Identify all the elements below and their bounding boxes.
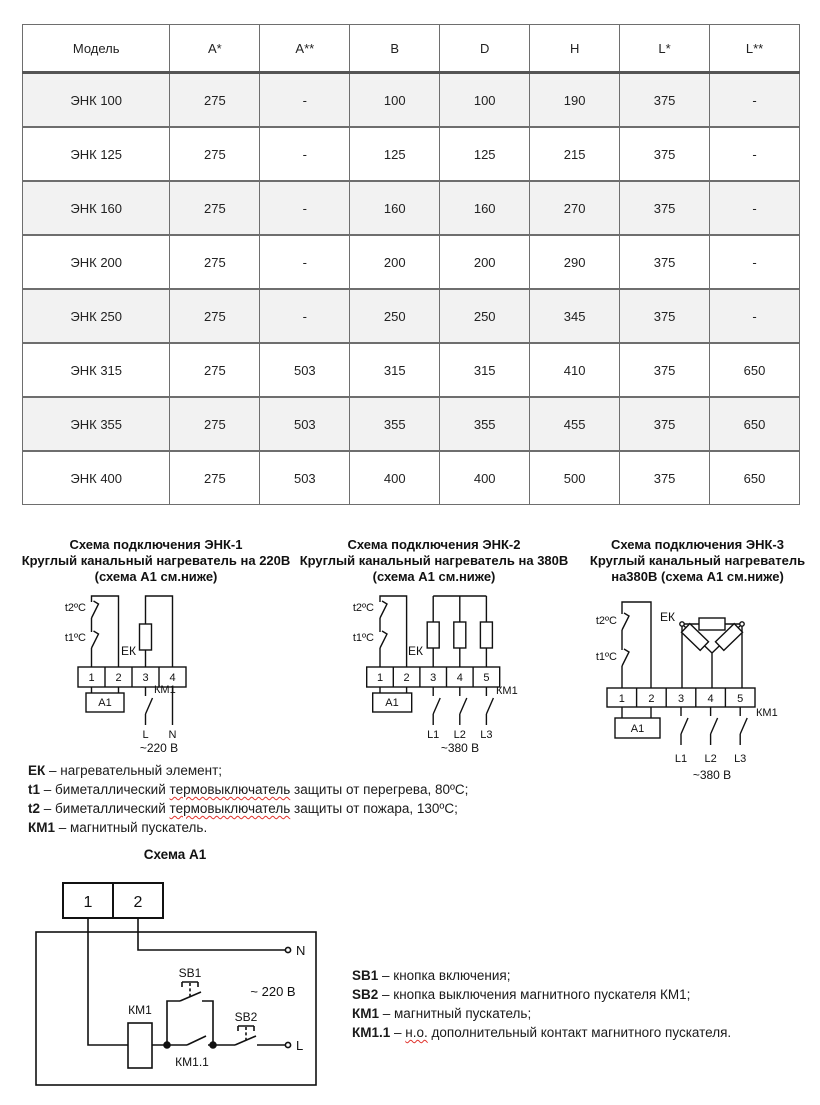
km1-contact-icon [433, 687, 440, 725]
value-cell: 290 [530, 235, 620, 289]
title-line: Схема подключения ЭНК-3 [611, 537, 784, 552]
a1-leads [92, 687, 119, 693]
table-row [23, 289, 800, 343]
t2-switch-icon [622, 613, 629, 630]
model-cell: ЭНК 125 [23, 127, 170, 181]
terminal-2: 2 [133, 894, 143, 911]
t1-switch-icon [380, 631, 387, 648]
diagram-enk1-title [20, 537, 292, 592]
km1-label: КМ1 [496, 685, 518, 697]
value-cell: 315 [440, 343, 530, 397]
terminal-5: 5 [737, 693, 744, 705]
sb2-label: SB2 [234, 1010, 258, 1024]
legend-text-wavy: н.о. [405, 1025, 428, 1040]
neutral-terminal-icon [285, 947, 290, 952]
ek-label: ЕК [408, 644, 423, 658]
value-cell: 275 [170, 343, 260, 397]
km11-contact-icon [187, 1036, 206, 1045]
km1-label: КМ1 [128, 1003, 152, 1017]
value-cell: 275 [170, 181, 260, 235]
legend-line [28, 799, 468, 818]
legend-text: – [394, 1025, 406, 1040]
legend-line [28, 780, 468, 799]
value-cell: 410 [530, 343, 620, 397]
title-line: Круглый канальный нагреватель на 220В [21, 553, 291, 568]
value-cell: 375 [620, 451, 710, 505]
legend-term: КМ1 [28, 820, 55, 835]
enk2-circuit-svg [298, 592, 570, 757]
legend-text: – магнитный пускатель; [382, 1006, 532, 1021]
legend-text: защиты от пожара, 130ºС; [290, 801, 458, 816]
legend-term: КМ1.1 [352, 1025, 391, 1040]
table-header [23, 25, 800, 73]
model-cell: ЭНК 355 [23, 397, 170, 451]
model-cell: ЭНК 100 [23, 73, 170, 128]
terminal-1: 1 [376, 672, 384, 684]
value-cell: 160 [440, 181, 530, 235]
table-row [23, 397, 800, 451]
phase-label: L [142, 729, 149, 741]
value-cell: - [710, 289, 800, 343]
diagram-enk1 [20, 537, 292, 757]
header-a2: A** [260, 25, 350, 73]
value-cell: 650 [710, 397, 800, 451]
value-cell: - [710, 181, 800, 235]
value-cell: 275 [170, 73, 260, 128]
dimensions-table [22, 24, 800, 505]
value-cell: 400 [440, 451, 530, 505]
phase-l3-label: L3 [734, 753, 747, 765]
value-cell: 500 [530, 451, 620, 505]
terminal-1: 1 [88, 672, 95, 684]
ek-label: ЕК [660, 610, 675, 624]
value-cell: 125 [440, 127, 530, 181]
km1-contact-icon [486, 687, 493, 725]
neutral-label: N [168, 729, 177, 741]
legend-term: t2 [28, 801, 41, 816]
header-l1: L* [620, 25, 710, 73]
legend-text-wavy: термовыключатель [169, 801, 291, 816]
value-cell: 125 [350, 127, 440, 181]
value-cell: 455 [530, 397, 620, 451]
value-cell: 190 [530, 73, 620, 128]
t2-label: t2ºC [595, 615, 617, 627]
legend-term: t1 [28, 782, 41, 797]
legend-line [352, 966, 731, 985]
resistor-icon [699, 618, 725, 630]
value-cell: 200 [350, 235, 440, 289]
value-cell: 375 [620, 127, 710, 181]
phase-l1-label: L1 [427, 729, 440, 741]
model-cell: ЭНК 250 [23, 289, 170, 343]
terminal-2: 2 [403, 672, 410, 684]
phase-l1-label: L1 [674, 753, 688, 765]
t1-label: t1ºC [595, 651, 617, 663]
value-cell: - [260, 289, 350, 343]
table-body [23, 73, 800, 505]
voltage-label: ~380 В [692, 768, 732, 782]
model-cell: ЭНК 160 [23, 181, 170, 235]
value-cell: - [260, 181, 350, 235]
value-cell: 650 [710, 343, 800, 397]
phase-terminal-icon [285, 1042, 290, 1047]
value-cell: 375 [620, 397, 710, 451]
a1-leads [380, 687, 407, 693]
value-cell: 200 [440, 235, 530, 289]
a1-label: А1 [385, 697, 399, 709]
table-row [23, 181, 800, 235]
value-cell: 355 [440, 397, 530, 451]
value-cell: - [260, 127, 350, 181]
km1-label: КМ1 [154, 684, 176, 696]
diagram-enk3-title [575, 537, 820, 592]
neutral-line [138, 918, 286, 950]
phase-l3-label: L3 [480, 729, 493, 741]
km1-contact-icon [146, 687, 153, 725]
t1-switch-icon [92, 631, 99, 648]
voltage-label: ~ 220 В [250, 984, 296, 999]
terminal-3: 3 [430, 672, 437, 684]
t1-label: t1ºC [64, 632, 86, 644]
model-cell: ЭНК 200 [23, 235, 170, 289]
km1-contact-icon [740, 707, 747, 745]
legend-a1 [352, 966, 731, 1042]
model-cell: ЭНК 315 [23, 343, 170, 397]
value-cell: 375 [620, 343, 710, 397]
legend-text: – магнитный пускатель. [58, 820, 208, 835]
terminal-1: 1 [83, 894, 93, 911]
value-cell: 375 [620, 181, 710, 235]
phase-l2-label: L2 [453, 729, 466, 741]
diagram-enk2 [298, 537, 570, 757]
value-cell: 503 [260, 397, 350, 451]
a1-schema-svg [30, 873, 330, 1095]
value-cell: 315 [350, 343, 440, 397]
title-line: (схема А1 см.ниже) [372, 569, 496, 584]
sb1-branch [167, 1001, 213, 1045]
value-cell: 345 [530, 289, 620, 343]
value-cell: 275 [170, 235, 260, 289]
legend-text-wavy: термовыключатель [169, 782, 291, 797]
km1-contact-icon [711, 707, 718, 745]
legend-text: – кнопка выключения магнитного пускателя КМ1; [382, 987, 691, 1002]
terminal-3: 3 [142, 672, 149, 684]
header-model: Модель [23, 25, 170, 73]
t2-switch-icon [92, 601, 99, 618]
legend-line [352, 1023, 731, 1042]
value-cell: 375 [620, 235, 710, 289]
value-cell: 100 [350, 73, 440, 128]
diagram-enk3 [575, 537, 820, 792]
legend-term: ЕК [28, 763, 46, 778]
terminal-5: 5 [483, 672, 490, 684]
neutral-label: N [296, 943, 306, 958]
t2-switch-icon [380, 601, 387, 618]
value-cell: 375 [620, 73, 710, 128]
title-line: Круглый канальный нагреватель [589, 553, 806, 568]
model-cell: ЭНК 400 [23, 451, 170, 505]
a1-label: А1 [630, 723, 645, 735]
node-dot [740, 622, 744, 626]
t1-switch-icon [622, 649, 629, 666]
value-cell: 503 [260, 451, 350, 505]
t1-label: t1ºC [352, 632, 374, 644]
terminal-4: 4 [456, 672, 463, 684]
legend-term: SB2 [352, 987, 379, 1002]
value-cell: - [710, 127, 800, 181]
value-cell: 375 [620, 289, 710, 343]
resistor-icon [480, 622, 492, 648]
value-cell: 275 [170, 451, 260, 505]
phase-label: L [296, 1038, 304, 1053]
value-cell: 250 [440, 289, 530, 343]
enk1-circuit-svg [20, 592, 292, 757]
table-row [23, 343, 800, 397]
junction-dot [210, 1042, 216, 1048]
value-cell: 400 [350, 451, 440, 505]
legend-text: – биметаллический [43, 801, 170, 816]
value-cell: - [260, 73, 350, 128]
legend-line [28, 761, 468, 780]
legend-line [352, 1004, 731, 1023]
resistor-icon [140, 624, 152, 650]
legend-line [352, 985, 731, 1004]
t2-label: t2ºC [64, 602, 86, 614]
legend-term: КМ1 [352, 1006, 379, 1021]
value-cell: 160 [350, 181, 440, 235]
t2-label: t2ºC [352, 602, 374, 614]
a1-leads [622, 707, 651, 718]
voltage-label: ~380 В [440, 741, 480, 755]
table-row [23, 451, 800, 505]
a1-schema-title: Схема А1 [143, 847, 207, 862]
title-line: на380В (схема А1 см.ниже) [611, 569, 784, 584]
a1-label: А1 [98, 697, 112, 709]
legend-term: SB1 [352, 968, 379, 983]
km1-contact-icon [460, 687, 467, 725]
value-cell: - [710, 73, 800, 128]
terminal-2: 2 [648, 693, 655, 705]
title-line: Схема подключения ЭНК-2 [347, 537, 521, 552]
terminal-4: 4 [707, 693, 714, 705]
voltage-label: ~220 В [139, 741, 179, 755]
header-a1: A* [170, 25, 260, 73]
value-cell: 275 [170, 289, 260, 343]
terminal-3: 3 [677, 693, 685, 705]
legend-text: дополнительный контакт магнитного пускателя. [427, 1025, 732, 1040]
header-d: D [440, 25, 530, 73]
value-cell: 503 [260, 343, 350, 397]
value-cell: 650 [710, 451, 800, 505]
header-row [23, 25, 800, 73]
resistor-icon [454, 622, 466, 648]
enk3-circuit-svg [575, 592, 820, 792]
value-cell: 250 [350, 289, 440, 343]
legend-text: – нагревательный элемент; [49, 763, 223, 778]
title-line: (схема А1 см.ниже) [94, 569, 218, 584]
terminal-1: 1 [618, 693, 625, 705]
legend-components [28, 761, 468, 837]
value-cell: 275 [170, 127, 260, 181]
km1-label: КМ1 [756, 707, 778, 719]
legend-line [28, 818, 468, 837]
value-cell: 215 [530, 127, 620, 181]
phase-l2-label: L2 [704, 753, 717, 765]
diagram-enk2-title [298, 537, 570, 592]
legend-text: защиты от перегрева, 80ºС; [290, 782, 469, 797]
value-cell: - [260, 235, 350, 289]
legend-text: – кнопка включения; [382, 968, 511, 983]
ek-label: ЕК [121, 644, 136, 658]
table-row [23, 235, 800, 289]
value-cell: 100 [440, 73, 530, 128]
km11-label: КМ1.1 [175, 1055, 209, 1069]
value-cell: 275 [170, 397, 260, 451]
table-row [23, 73, 800, 128]
table-row [23, 127, 800, 181]
legend-text: – биметаллический [43, 782, 170, 797]
node-dot [680, 622, 684, 626]
terminal-2: 2 [115, 672, 122, 684]
resistor-icon [427, 622, 439, 648]
value-cell: 355 [350, 397, 440, 451]
terminal-4: 4 [169, 672, 176, 684]
km1-coil-icon [128, 1023, 152, 1068]
header-h: H [530, 25, 620, 73]
sb1-label: SB1 [178, 966, 202, 980]
value-cell: - [710, 235, 800, 289]
title-line: Схема подключения ЭНК-1 [69, 537, 243, 552]
header-l2: L** [710, 25, 800, 73]
junction-dot [164, 1042, 170, 1048]
value-cell: 270 [530, 181, 620, 235]
km1-contact-icon [681, 707, 688, 745]
title-line: Круглый канальный нагреватель на 380В [299, 553, 569, 568]
header-b: B [350, 25, 440, 73]
